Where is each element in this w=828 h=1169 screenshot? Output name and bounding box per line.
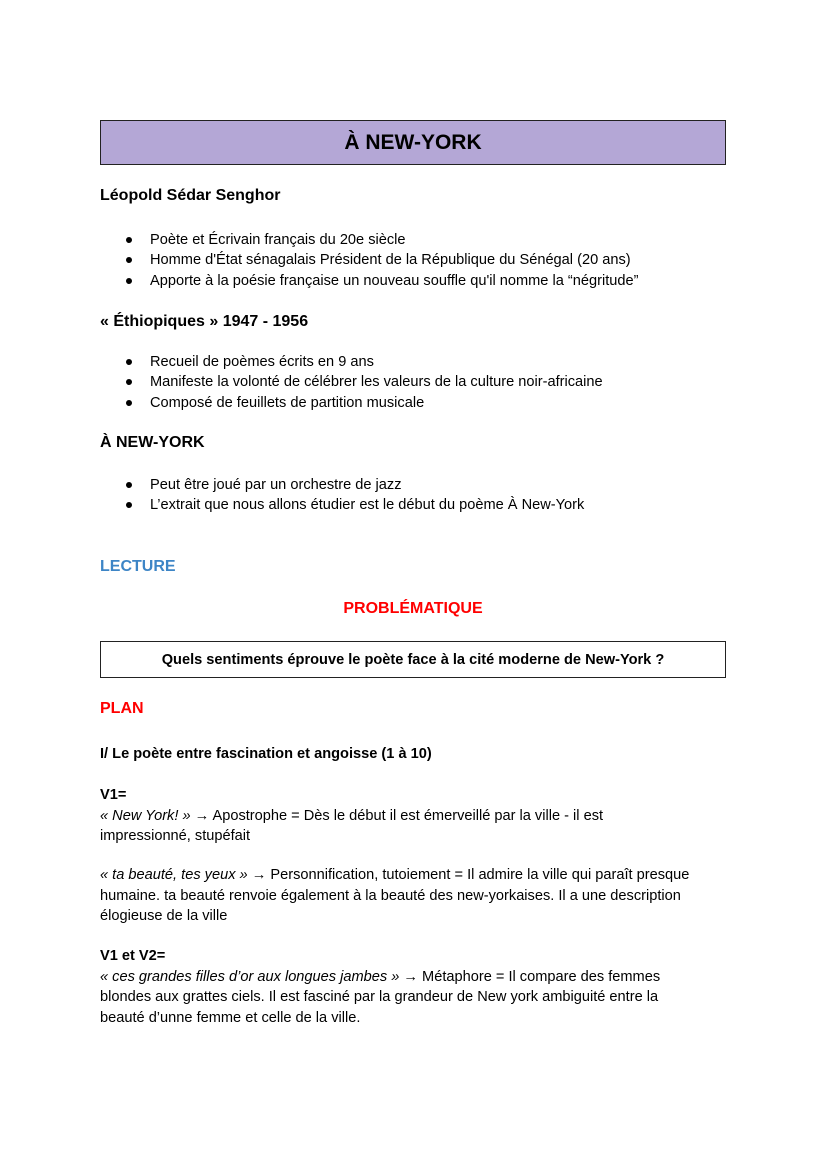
work-heading: « Éthiopiques » 1947 - 1956 [100, 313, 309, 330]
list-item: Apporte à la poésie française un nouveau souffle qu'il nomme la “négritude” [100, 271, 726, 291]
analysis-entry-ta-beaute [100, 865, 726, 927]
plan-heading: PLAN [100, 700, 144, 717]
poem-bullet-list [100, 475, 726, 516]
list-item: Composé de feuillets de partition musicale [100, 393, 726, 413]
work-bullet-list [100, 352, 726, 413]
author-heading: Léopold Sédar Senghor [100, 187, 281, 204]
author-bullet-list [100, 230, 726, 291]
analysis-entry-v1-v2 [100, 946, 726, 1028]
part-1-title: I/ Le poète entre fascination et angoisse (1 à 10) [100, 746, 432, 762]
quote: « ta beauté, tes yeux » → [100, 867, 267, 883]
bullet-icon [126, 482, 132, 488]
problematique-heading: PROBLÉMATIQUE [343, 600, 483, 617]
verse-label: V1= [100, 787, 127, 803]
problematique-question-box [100, 641, 726, 678]
bullet-icon [126, 237, 132, 243]
bullet-icon [126, 400, 132, 406]
analysis-text: « New York! » → Apostrophe = Dès le début il est émerveillé par la ville - il est impressionné, stupéfait [100, 807, 604, 844]
list-item: Homme d'État sénagalais Président de la République du Sénégal (20 ans) [100, 250, 726, 270]
list-item: L’extrait que nous allons étudier est le début du poème À New-York [100, 495, 726, 515]
title-banner [100, 120, 726, 165]
bullet-icon [126, 278, 132, 284]
list-item: Manifeste la volonté de célébrer les valeurs de la culture noir-africaine [100, 372, 726, 392]
poem-heading: À NEW-YORK [100, 434, 205, 451]
document-title: À NEW-YORK [344, 130, 482, 154]
problematique-question: Quels sentiments éprouve le poète face à la cité moderne de New-York ? [161, 651, 665, 668]
list-item: Poète et Écrivain français du 20e siècle [100, 230, 726, 250]
bullet-icon [126, 502, 132, 508]
analysis-entry-v1 [100, 785, 726, 847]
analysis-text: « ta beauté, tes yeux » → Personnification, tutoiement = Il admire la ville qui paraît presque humaine. ta beauté renvoie également à la beauté des new-yorkaises. Il a une description élogieuse de la ville [100, 867, 690, 924]
analysis-text: « ces grandes filles d’or aux longues jambes » → Métaphore = Il compare des femmes blondes aux grattes ciels. Il est fasciné par la grandeur de New york ambiguité entre la beauté d’unne femme et celle de la ville. [100, 968, 661, 1026]
bullet-icon [126, 379, 132, 385]
bullet-icon [126, 359, 132, 365]
quote: « ces grandes filles d’or aux longues jambes » → [100, 968, 418, 985]
list-item: Peut être joué par un orchestre de jazz [100, 475, 726, 495]
lecture-heading: LECTURE [100, 558, 176, 575]
quote: « New York! » → [100, 807, 210, 824]
verse-label: V1 et V2= [100, 948, 166, 964]
list-item: Recueil de poèmes écrits en 9 ans [100, 352, 726, 372]
bullet-icon [126, 257, 132, 263]
